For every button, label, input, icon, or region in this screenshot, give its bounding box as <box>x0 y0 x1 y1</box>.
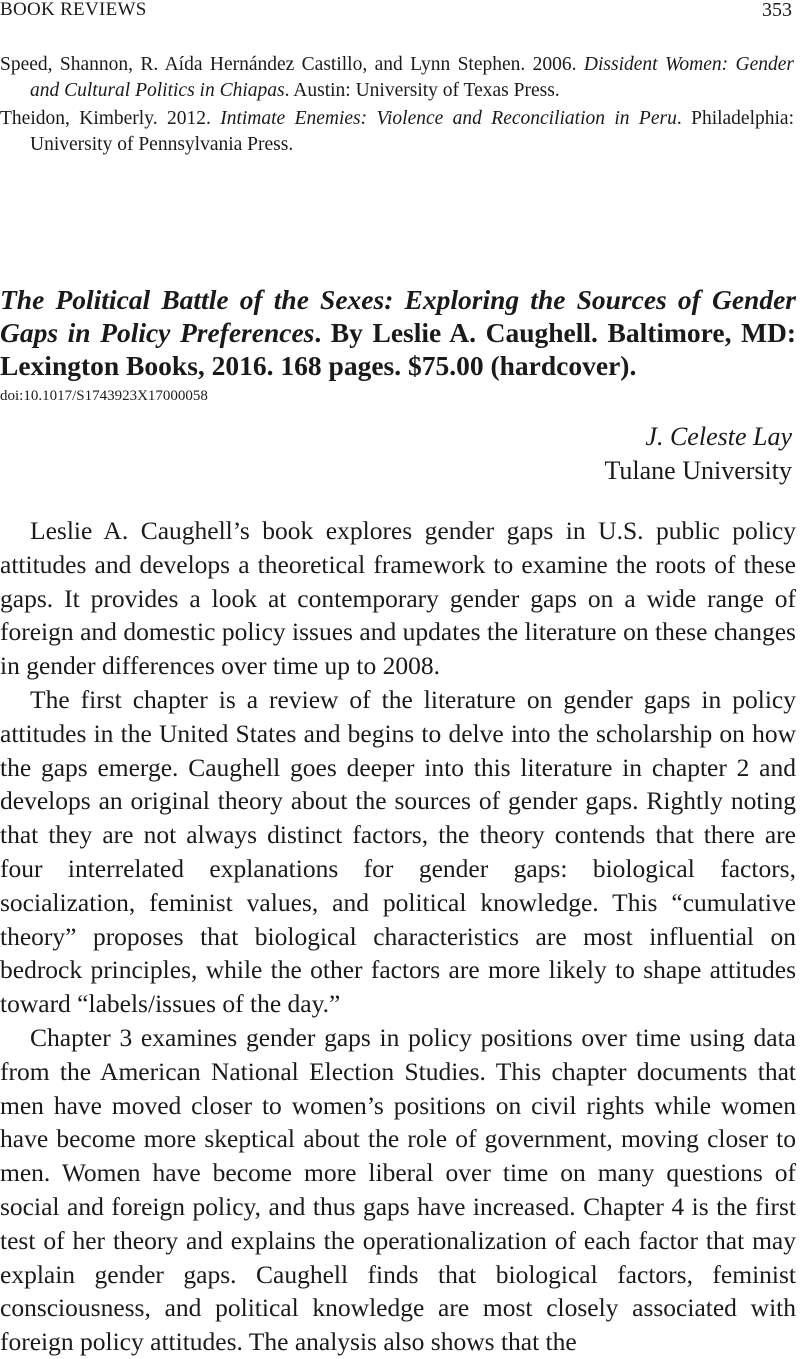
reference-authors: Speed, Shannon, R. Aída Hernández Castillo, and Lynn Stephen. 2006. <box>0 54 584 75</box>
book-citation <box>0 283 796 382</box>
running-header <box>0 0 800 24</box>
reference-list <box>0 52 794 160</box>
paragraph: The first chapter is a review of the literature on gender gaps in policy attitudes in the United States and begins to delve into the scholarship on how the gaps emerge. Caughell goes deeper into this literature in chapter 2 and develops an original theory about the sources of gender gaps. Rightly noting that they are not always distinct factors, the theory contends that there are four interrelated explanations for gender gaps: biological factors, socialization, feminist values, and political knowledge. This “cumulative theory” proposes that biological characteristics are most influential on bedrock principles, while the other factors are more likely to shape attitudes toward “labels/issues of the day.” <box>0 684 796 1019</box>
reference-publisher: . Austin: University of Texas Press. <box>284 80 560 101</box>
reference-title: Dissident Women: Gender and Cultural Politics in Chiapas <box>30 54 795 101</box>
reference-publisher: . Philadelphia: University of Pennsylvania Press. <box>30 108 794 155</box>
paragraph: Chapter 3 examines gender gaps in policy positions over time using data from the American National Election Studies. This chapter documents that men have moved closer to women’s positions on civil rights while women have become more skeptical about the role of government, moving closer to men. Women have become more liberal over time on many questions of social and foreign policy, and thus gaps have increased. Chapter 4 is the first test of her theory and explains the operationalization of each factor that may explain gender gaps. Caughell finds that biological factors, feminist consciousness, and political knowledge are most closely associated with foreign policy attitudes. The analysis also shows that the <box>0 1022 796 1357</box>
review-body <box>0 514 796 1359</box>
reviewer-block <box>604 420 792 488</box>
doi: doi:10.1017/S1743923X17000058 <box>0 388 208 404</box>
book-title: The Political Battle of the Sexes: Exploring the Sources of Gender Gaps in Policy Preferences <box>0 284 796 348</box>
reviewer-name: J. Celeste Lay <box>645 422 792 451</box>
reference-entry <box>0 106 794 158</box>
reference-authors: Theidon, Kimberly. 2012. <box>0 108 221 129</box>
book-details: . By Leslie A. Caughell. Baltimore, MD: Lexington Books, 2016. 168 pages. $75.00 (hardcover). <box>0 317 796 381</box>
paragraph: Leslie A. Caughell’s book explores gender gaps in U.S. public policy attitudes and develops a theoretical framework to examine the roots of these gaps. It provides a look at contemporary gender gaps on a wide range of foreign and domestic policy issues and updates the literature on these changes in gender differences over time up to 2008. <box>0 516 796 681</box>
section-title: BOOK REVIEWS <box>0 0 147 20</box>
reference-title: Intimate Enemies: Violence and Reconciliation in Peru <box>220 108 677 129</box>
review-heading <box>0 283 796 405</box>
page-number: 353 <box>762 0 792 21</box>
reference-entry <box>0 52 794 104</box>
reviewer-affiliation: Tulane University <box>604 456 792 485</box>
